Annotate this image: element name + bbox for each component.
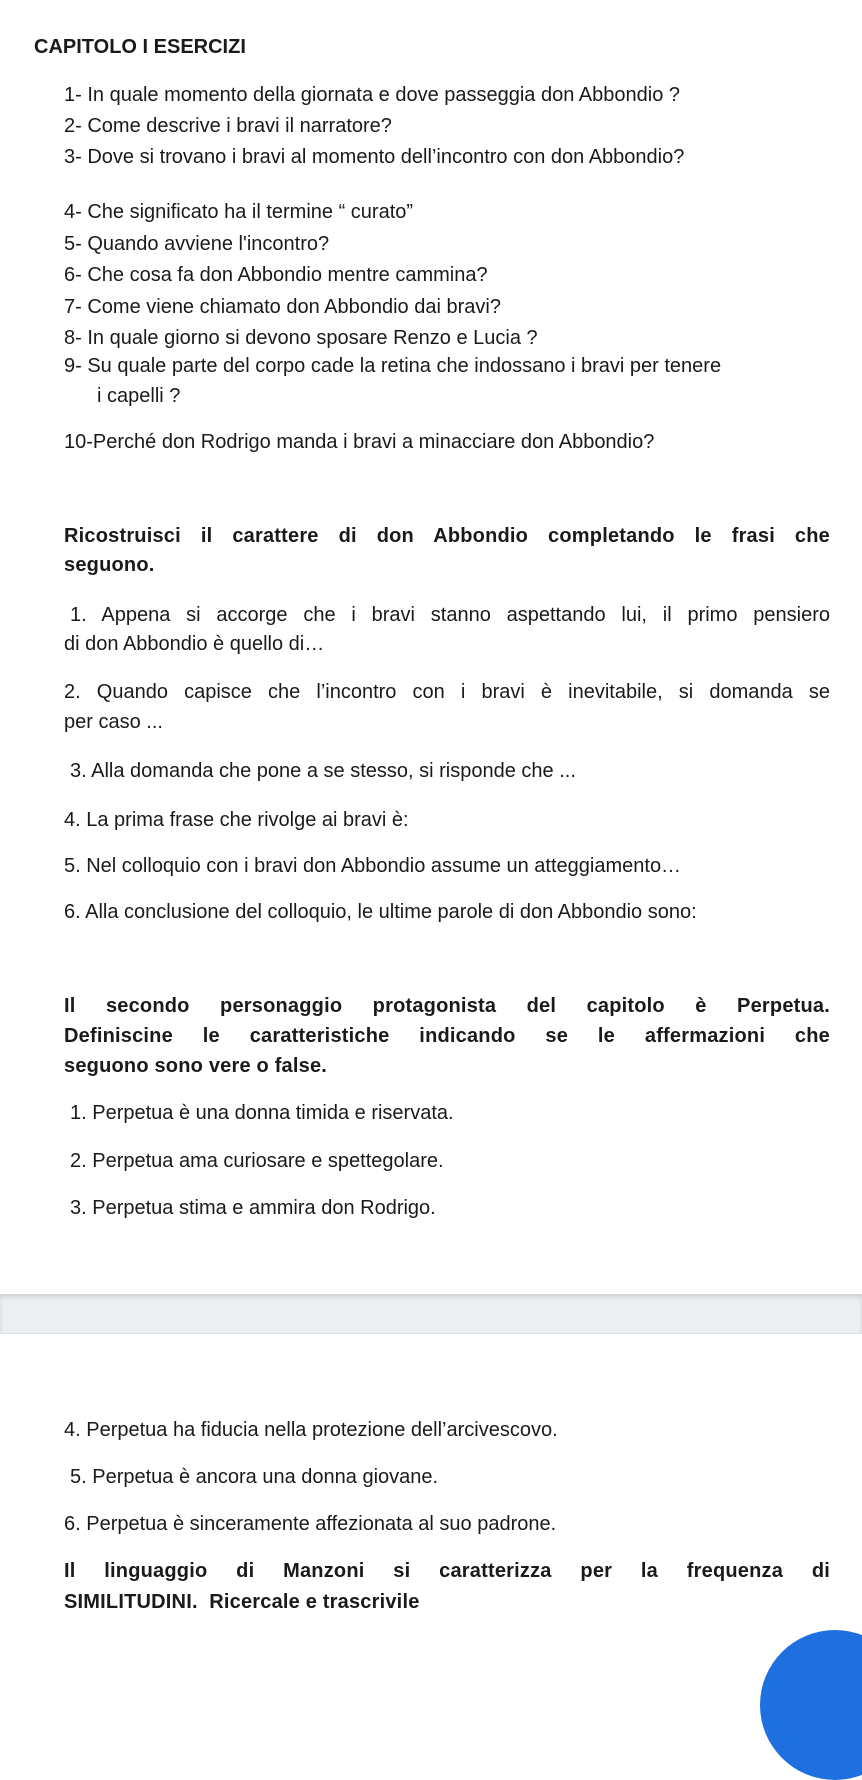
floating-action-button[interactable] (760, 1630, 862, 1780)
question-7: 7- Come viene chiamato don Abbondio dai bravi? (64, 296, 501, 318)
perpetua-item-3: 3. Perpetua stima e ammira don Rodrigo. (70, 1197, 436, 1219)
page-title: CAPITOLO I ESERCIZI (34, 36, 246, 58)
section-perpetua-heading-cont2: seguono sono vere o false. (64, 1055, 328, 1077)
question-9-continued: i capelli ? (97, 385, 181, 407)
perpetua-item-5: 5. Perpetua è ancora una donna giovane. (70, 1466, 439, 1488)
page-break-divider (0, 1333, 862, 1334)
perpetua-item-6: 6. Perpetua è sinceramente affezionata al suo padrone. (64, 1513, 557, 1535)
abbondio-item-1: 1. Appena si accorge che i bravi stanno aspettando lui, il primo pensiero (70, 604, 830, 626)
perpetua-item-1: 1. Perpetua è una donna timida e riservata. (70, 1102, 454, 1124)
section-similitudini-heading-cont: SIMILITUDINI. Ricercale e trascrivile (64, 1591, 420, 1613)
question-4: 4- Che significato ha il termine “ curato” (64, 201, 414, 223)
question-6: 6- Che cosa fa don Abbondio mentre cammina? (64, 264, 488, 286)
section-perpetua-heading: Il secondo personaggio protagonista del capitolo è Perpetua. (64, 995, 830, 1017)
abbondio-item-6: 6. Alla conclusione del colloquio, le ultime parole di don Abbondio sono: (64, 901, 697, 923)
question-1: 1- In quale momento della giornata e dove passeggia don Abbondio ? (64, 84, 681, 106)
abbondio-item-4: 4. La prima frase che rivolge ai bravi è: (64, 809, 409, 831)
question-9: 9- Su quale parte del corpo cade la retina che indossano i bravi per tenere (64, 355, 722, 377)
question-2: 2- Come descrive i bravi il narratore? (64, 115, 392, 137)
question-3: 3- Dove si trovano i bravi al momento dell’incontro con don Abbondio? (64, 146, 685, 168)
perpetua-item-4: 4. Perpetua ha fiducia nella protezione dell’arcivescovo. (64, 1419, 558, 1441)
section-abbondio-heading-cont: seguono. (64, 554, 155, 576)
question-10: 10-Perché don Rodrigo manda i bravi a minacciare don Abbondio? (64, 431, 655, 453)
question-8: 8- In quale giorno si devono sposare Renzo e Lucia ? (64, 327, 538, 349)
abbondio-item-5: 5. Nel colloquio con i bravi don Abbondio assume un atteggiamento… (64, 855, 682, 877)
abbondio-item-2-cont: per caso ... (64, 711, 163, 733)
abbondio-item-2: 2. Quando capisce che l’incontro con i bravi è inevitabile, si domanda se (64, 681, 830, 703)
abbondio-item-3: 3. Alla domanda che pone a se stesso, si risponde che ... (70, 760, 576, 782)
perpetua-item-2: 2. Perpetua ama curiosare e spettegolare. (70, 1150, 444, 1172)
section-similitudini-heading: Il linguaggio di Manzoni si caratterizza per la frequenza di (64, 1560, 830, 1582)
question-5: 5- Quando avviene l'incontro? (64, 233, 330, 255)
page-break-gap (0, 1294, 862, 1334)
section-perpetua-heading-cont1: Definiscine le caratteristiche indicando se le affermazioni che (64, 1025, 830, 1047)
abbondio-item-1-cont: di don Abbondio è quello di… (64, 633, 325, 655)
section-abbondio-heading: Ricostruisci il carattere di don Abbondio completando le frasi che (64, 525, 830, 547)
